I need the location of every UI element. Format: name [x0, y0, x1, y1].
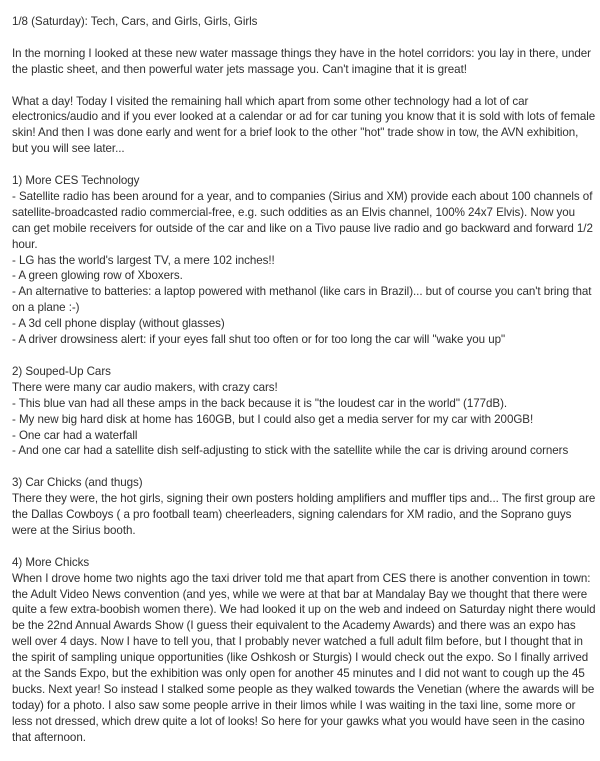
list-item: - LG has the world's largest TV, a mere 102 inches!!	[12, 253, 275, 267]
paragraph: When I drove home two nights ago the taxi driver told me that apart from CES there is another convention in town: the Adult Video News convention (and yes, while we were at that bar at Mandalay Bay we thought that there were quite a few extra-boobish women there). We had looked it up on the web and indeed on Saturday night there would be the 22nd Annual Awards Show (I guess their equivalent to the Academy Awards) and there was an expo has well over 4 days. Now I have to tell you, that I probably never watched a full adult film before, but I thought that in the spirit of sampling unique opportunities (like Oshkosh or Sturgis) I would check out the expo. So I finally arrived at the Sands Expo, but the exhibition was only open for another 45 minutes and I did not want to cough up the 45 bucks. Next year! So instead I stalked some people as they walked towards the Venetian (where the awards will be today) for a photo. I also saw some people arrive in their limos while I was waiting in the taxi line, some more or less not dressed, which drew quite a lot of looks! So here for your gawks what you would have seen in the casino that afternoon.	[12, 571, 596, 744]
list-item: - A driver drowsiness alert: if your eyes fall shut too often or for too long the car will "wake you up"	[12, 333, 506, 347]
list-item: - An alternative to batteries: a laptop powered with methanol (like cars in Brazil)... but of course you can't bring that on a plane :-)	[12, 285, 592, 315]
section-heading: 1) More CES Technology	[12, 174, 140, 188]
list-item: - Satellite radio has been around for a year, and to companies (Sirius and XM) provide each about 100 channels of satellite-broadcasted radio commercial-free, e.g. such oddities as an Elvis channel, 100% 24x7 Elvis). Now you can get mobile receivers for outside of the car and like on a Tivo pause live radio and go backward and forward 1/2 hour.	[12, 189, 593, 251]
section-heading: 4) More Chicks	[12, 555, 90, 569]
list-item: - One car had a waterfall	[12, 428, 138, 442]
section-more-chicks	[12, 555, 596, 746]
section-souped-up-cars	[12, 364, 596, 459]
paragraph: There they were, the hot girls, signing their own posters holding amplifiers and muffler tips and... The first group are the Dallas Cowboys ( a pro football team) cheerleaders, signing calendars for XM radio, and the Soprano guys were at the Sirius booth.	[12, 492, 596, 537]
list-item: - A 3d cell phone display (without glasses)	[12, 317, 225, 331]
list-item: - And one car had a satellite dish self-adjusting to stick with the satellite while the car is driving around corners	[12, 444, 569, 458]
intro-paragraph-2: What a day! Today I visited the remaining hall which apart from some other technology had a lot of car electronics/audio and if you ever looked at a calendar or ad for car tuning you know that it is sold with lots of female skin! And then I was done early and went for a brief look to the other "hot" trade show in tow, the AVN exhibition, but you will see later...	[12, 94, 596, 156]
section-heading: 3) Car Chicks (and thugs)	[12, 476, 143, 490]
list-item: - A green glowing row of Xboxers.	[12, 269, 183, 283]
entry-title: 1/8 (Saturday): Tech, Cars, and Girls, Girls, Girls	[12, 15, 258, 28]
blog-entry	[12, 14, 596, 761]
intro-paragraph-1: In the morning I looked at these new water massage things they have in the hotel corridors: you lay in there, under the plastic sheet, and then powerful water jets massage you. Can't imagine that it is great!	[12, 46, 591, 76]
list-item: - My new big hard disk at home has 160GB, but I could also get a media server for my car with 200GB!	[12, 412, 534, 426]
list-item: - This blue van had all these amps in the back because it is "the loudest car in the world" (177dB).	[12, 396, 508, 410]
list-item: There were many car audio makers, with crazy cars!	[12, 380, 278, 394]
section-heading: 2) Souped-Up Cars	[12, 364, 111, 378]
section-ces-technology	[12, 173, 596, 348]
section-car-chicks	[12, 475, 596, 539]
